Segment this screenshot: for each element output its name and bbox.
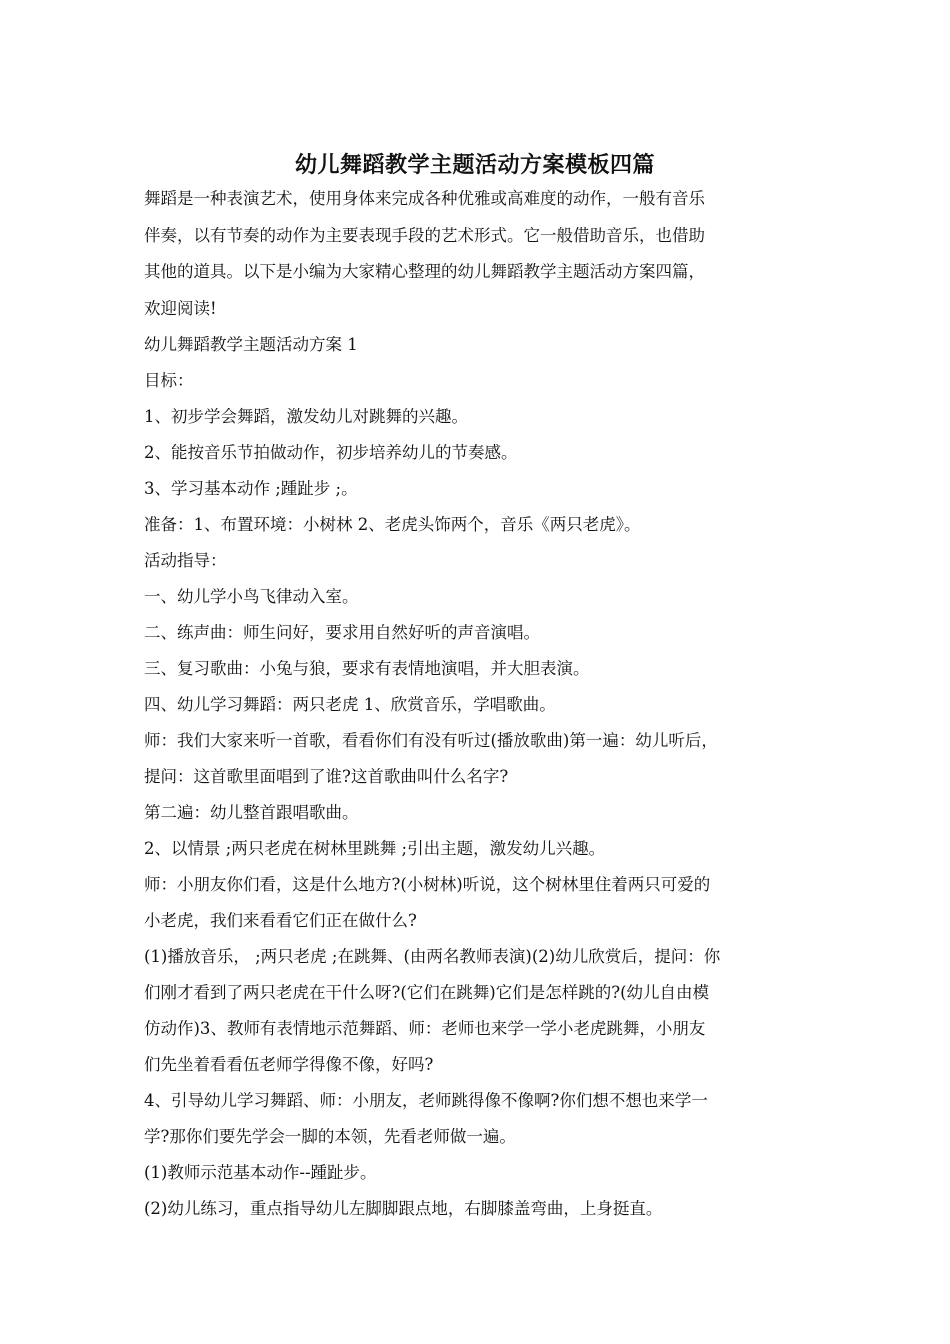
text-line-section-heading: 幼儿舞蹈教学主题活动方案 1 bbox=[144, 335, 358, 354]
text-line: 仿动作)3、教师有表情地示范舞蹈、师：老师也来学一学小老虎跳舞，小朋友 bbox=[144, 1019, 706, 1038]
intro-line: 伴奏，以有节奏的动作为主要表现手段的艺术形式。它一般借助音乐，也借助 bbox=[144, 225, 705, 245]
text-line-step-4: 四、幼儿学习舞蹈：两只老虎 1、欣赏音乐，学唱歌曲。 bbox=[144, 695, 556, 714]
document-title: 幼儿舞蹈教学主题活动方案模板四篇 bbox=[294, 151, 655, 178]
text-line: 2、以情景 ;两只老虎在树林里跳舞 ;引出主题，激发幼儿兴趣。 bbox=[144, 839, 606, 858]
intro-line: 舞蹈是一种表演艺术，使用身体来完成各种优雅或高难度的动作，一般有音乐 bbox=[144, 189, 705, 208]
document-body bbox=[144, 181, 816, 1227]
text-line: 们刚才看到了两只老虎在干什么呀?(它们在跳舞)它们是怎样跳的?(幼儿自由模 bbox=[144, 983, 710, 1002]
text-line-step-2: 二、练声曲：师生问好，要求用自然好听的声音演唱。 bbox=[144, 623, 540, 642]
text-line: (2)幼儿练习，重点指导幼儿左脚脚跟点地，右脚膝盖弯曲，上身挺直。 bbox=[144, 1199, 663, 1218]
text-line-guidance-label: 活动指导： bbox=[144, 551, 227, 570]
text-line-goals-label: 目标： bbox=[144, 371, 194, 390]
text-line: 提问：这首歌里面唱到了谁?这首歌曲叫什么名字? bbox=[144, 767, 509, 786]
text-line-goal-3: 3、学习基本动作 ;踵趾步 ;。 bbox=[144, 479, 358, 498]
text-line-step-1: 一、幼儿学小鸟飞律动入室。 bbox=[144, 587, 359, 606]
text-line: (1)播放音乐， ;两只老虎 ;在跳舞、(由两名教师表演)(2)幼儿欣赏后，提问：你 bbox=[144, 947, 721, 966]
text-line: 学?那你们要先学会一脚的本领，先看老师做一遍。 bbox=[144, 1127, 516, 1146]
text-line: 4、引导幼儿学习舞蹈、师：小朋友，老师跳得像不像啊?你们想不想也来学一 bbox=[144, 1091, 708, 1110]
text-line-goal-1: 1、初步学会舞蹈，激发幼儿对跳舞的兴趣。 bbox=[144, 407, 468, 426]
text-line: 第二遍：幼儿整首跟唱歌曲。 bbox=[144, 803, 359, 822]
text-line: 们先坐着看看伍老师学得像不像，好吗? bbox=[144, 1055, 434, 1074]
intro-line: 其他的道具。以下是小编为大家精心整理的幼儿舞蹈教学主题活动方案四篇， bbox=[144, 262, 705, 281]
text-line: (1)教师示范基本动作--踵趾步。 bbox=[144, 1163, 377, 1182]
text-line-step-3: 三、复习歌曲：小兔与狼，要求有表情地演唱，并大胆表演。 bbox=[144, 659, 590, 678]
intro-paragraph bbox=[144, 181, 816, 327]
intro-line: 欢迎阅读! bbox=[144, 298, 217, 318]
text-line-preparation: 准备：1、布置环境：小树林 2、老虎头饰两个，音乐《两只老虎》。 bbox=[144, 515, 641, 534]
text-line: 小老虎，我们来看看它们正在做什么? bbox=[144, 911, 417, 930]
text-line: 师：小朋友你们看，这是什么地方?(小树林)听说，这个树林里住着两只可爱的 bbox=[144, 875, 711, 894]
text-line-goal-2: 2、能按音乐节拍做动作，初步培养幼儿的节奏感。 bbox=[144, 443, 518, 462]
text-line: 师：我们大家来听一首歌，看看你们有没有听过(播放歌曲)第一遍：幼儿听后， bbox=[144, 731, 718, 750]
